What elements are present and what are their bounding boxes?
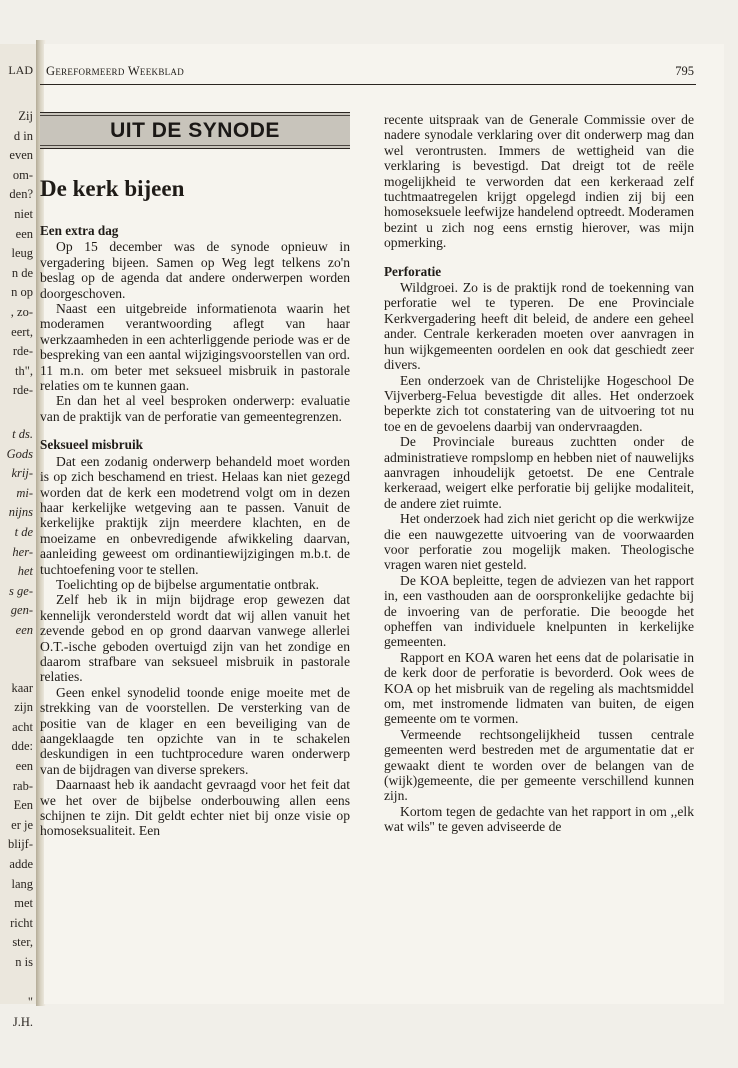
section-heading: Perforatie <box>384 263 442 279</box>
paragraph: Zelf heb ik in mijn bijdrage erop gewezen dat kennelijk verondersteld wordt dat wij allen vanuit het zevende gebod en op grond daarvan vanwege allerlei O.T.-ische geboden overtuigd zijn van het zondige en daarom strafbare van seksueel misbruik in pastorale relaties. <box>40 592 350 685</box>
previous-page-fragment: n is <box>15 955 33 969</box>
previous-page-fragment: om- <box>12 167 33 182</box>
previous-page-fragment: het <box>17 564 33 579</box>
previous-page-fragment: gen- <box>10 603 33 618</box>
previous-page-edge <box>0 44 36 1029</box>
paragraph: Op 15 december was de synode opnieuw in vergadering bijeen. Samen op Weg legt telkens zo'n beslag op de agenda dat andere onderwerpen worden doorgeschoven. <box>40 239 350 301</box>
paragraph: recente uitspraak van de Generale Commissie over de nadere synodale verklaring over dit onderwerp mag dan wel verontrusten. Immers de wettigheid van die verklaring is bevestigd. Dat dreigt tot de reële mogelijkheid te verworden dat een kerkeraad zelf tuchtmaatregelen krijgt opgelegd indien zij bij een homoseksuele leefwijze handelend optreedt. Moderamen bezint u zich nog eens ernstig hierover, was mijn opmerking. <box>384 112 694 251</box>
section-banner-label: UIT DE SYNODE <box>110 118 280 142</box>
previous-page-fragment: Zij <box>18 109 33 123</box>
previous-page-fragment: th", <box>15 363 33 378</box>
previous-page-fragment: even <box>9 148 33 163</box>
paragraph: Naast een uitgebreide informatienota waarin het moderamen verantwoording aflegt van haar werkzaamheden in een achterliggende periode was er de bespreking van een aantal wijzigingsvoorstellen van ord. 11 m.n. om beter met seksueel misbruik in pastorale relaties om te kunnen gaan. <box>40 301 350 394</box>
previous-page-fragment: niet <box>14 207 33 221</box>
paragraph: Kortom tegen de gedachte van het rapport in om ,,elk wat wils'' te geven adviseerde de <box>384 803 694 835</box>
paragraph: De KOA bepleitte, tegen de adviezen van het rapport in, een vasthouden aan de oorspronkelijke gedachte bij de invoering van de perforatie. Die beoogde het opheffen van individuele knelpunten in kerkelijke gemeenten. <box>384 572 694 650</box>
previous-page-fragment: d in <box>13 128 33 143</box>
previous-page-fragment: krij- <box>11 466 33 481</box>
previous-page-fragment: adde <box>9 857 33 871</box>
section-heading: Seksueel misbruik <box>40 437 143 453</box>
previous-page-fragment: den? <box>9 187 33 202</box>
paragraph: De Provinciale bureaus zuchtten onder de administratieve rompslomp en hebben niet of nauwelijks aanvragen inhoudelijk getoetst. De ene Centrale kerkeraad, weigert elke perforatie bij gelijke modaliteit, de andere ziet ruimte. <box>384 434 694 511</box>
previous-page-fragment: richt <box>10 915 33 930</box>
previous-page-fragment: lang <box>11 876 33 891</box>
previous-page-fragment: rab- <box>12 778 33 793</box>
right-column <box>384 112 694 835</box>
previous-page-fragment: s ge- <box>9 583 33 598</box>
paragraph: En dan het al veel besproken onderwerp: evaluatie van de praktijk van de perforatie van gemeentegrenzen. <box>40 393 350 424</box>
previous-page-fragment: rde- <box>12 383 33 398</box>
previous-page-fragment: J.H. <box>12 1014 33 1029</box>
previous-page-fragment: Gods <box>6 446 33 461</box>
paragraph: Het onderzoek had zich niet gericht op die werkwijze die een nauwgezette uitvoering van de voorwaarden voor perforatie zou mogelijk maken. Theologische vragen waren niet gesteld. <box>384 511 694 573</box>
previous-page-fragment: t ds. <box>12 427 33 441</box>
previous-page-fragment: rde- <box>12 344 33 359</box>
previous-page-fragment: n op <box>11 285 33 300</box>
previous-page-fragment: leug <box>11 246 33 261</box>
running-title: Gereformeerd Weekblad <box>46 64 185 78</box>
previous-page-fragment: met <box>14 896 33 911</box>
previous-page-fragment: acht <box>12 719 33 734</box>
previous-page-fragment: een <box>15 759 33 773</box>
previous-page-fragment: eert, <box>11 324 33 339</box>
paragraph: Een onderzoek van de Christelijke Hogeschool De Vijverberg-Felua bevestigde dit alles. Het onderzoek beperkte zich tot constatering van de uitvoering tot nu toe en de gevoelens daarbij van ondervraagden. <box>384 372 694 434</box>
previous-page-fragment: Een <box>13 798 33 813</box>
previous-page-fragment: mi- <box>16 485 33 500</box>
paragraph: Geen enkel synodelid toonde enige moeite met de strekking van de voorstellen. De versterking van de positie van de klager en een beveiliging van de aangeklaagde ten opzichte van in te schakelen deskundigen in een tuchtprocedure waren onderwerp van de bijdragen van diverse sprekers. <box>40 684 350 777</box>
previous-page-fragment: , zo- <box>10 305 33 319</box>
section-heading: Een extra dag <box>40 223 119 238</box>
previous-page-fragment: t de <box>14 525 33 539</box>
previous-page-fragment: her- <box>12 544 33 559</box>
previous-page-fragment: nijns <box>8 505 33 520</box>
article-title: De kerk bijeen <box>40 176 185 201</box>
left-column-body <box>40 223 350 839</box>
previous-page-fragment: er je <box>11 817 33 832</box>
right-column-body <box>384 112 694 835</box>
previous-page-fragment: ster, <box>12 935 33 950</box>
previous-page-fragment: n de <box>11 265 33 280</box>
previous-page-fragment: zijn <box>14 700 33 715</box>
previous-page-fragment: dde: <box>11 739 33 754</box>
paragraph: Dat een zodanig onderwerp behandeld moet worden is op zich beschamend en triest. Helaas kan niet gezegd worden dat de kerk een modetrend volgt om in dezen haar kerkelijke wetgeving aan te passen. Vanuit de kerkelijke praktijk zijn meerdere klachten, en de moeizame en onbevredigende afwikkeling daarvan, aanleiding geweest om ordinantiewijzigingen m.b.t. de tuchtoefening voor te stellen. <box>40 453 350 577</box>
previous-page-fragment: een <box>15 623 33 637</box>
previous-running-head: LAD <box>8 63 33 77</box>
previous-page-fragment: " <box>27 995 33 1009</box>
previous-page-fragment: kaar <box>11 680 33 695</box>
paragraph: Toelichting op de bijbelse argumentatie ontbrak. <box>56 576 320 592</box>
paragraph: Wildgroei. Zo is de praktijk rond de toekenning van perforatie wel te typeren. De ene Provinciale Kerkvergadering heeft dit beleid, de andere een geheel ander. Centrale kerkeraden moeten over aanvragen in hun wijkgemeenten oordelen en ook dat geschiedt zeer divers. <box>384 280 694 373</box>
paragraph: Daarnaast heb ik aandacht gevraagd voor het feit dat we het over de bijbelse onderbouwing allen eens schijnen te zijn. Dit geldt echter niet bij onze visie op homoseksualiteit. Een <box>40 777 350 839</box>
paragraph: Rapport en KOA waren het eens dat de polarisatie in de kerk door de perforatie is bevorderd. Ook wees de KOA op het misbruik van de regeling als machtsmiddel om, met instromende lidmaten van buiten, de eigen gemeente om te vormen. <box>384 649 694 727</box>
previous-page-fragment: blijf- <box>8 837 33 852</box>
section-banner <box>40 112 350 149</box>
left-column <box>40 112 350 839</box>
running-head <box>46 64 694 84</box>
paragraph: Vermeende rechtsongelijkheid tussen centrale gemeenten werd bestreden met de argumentatie dat er gewaakt dient te worden over de belangen van de (wijk)gemeente, die per gemeente verschillend kunnen zijn. <box>384 726 694 804</box>
previous-page-fragment: een <box>15 226 33 241</box>
page-number: 795 <box>675 64 694 78</box>
header-rule <box>40 84 696 85</box>
